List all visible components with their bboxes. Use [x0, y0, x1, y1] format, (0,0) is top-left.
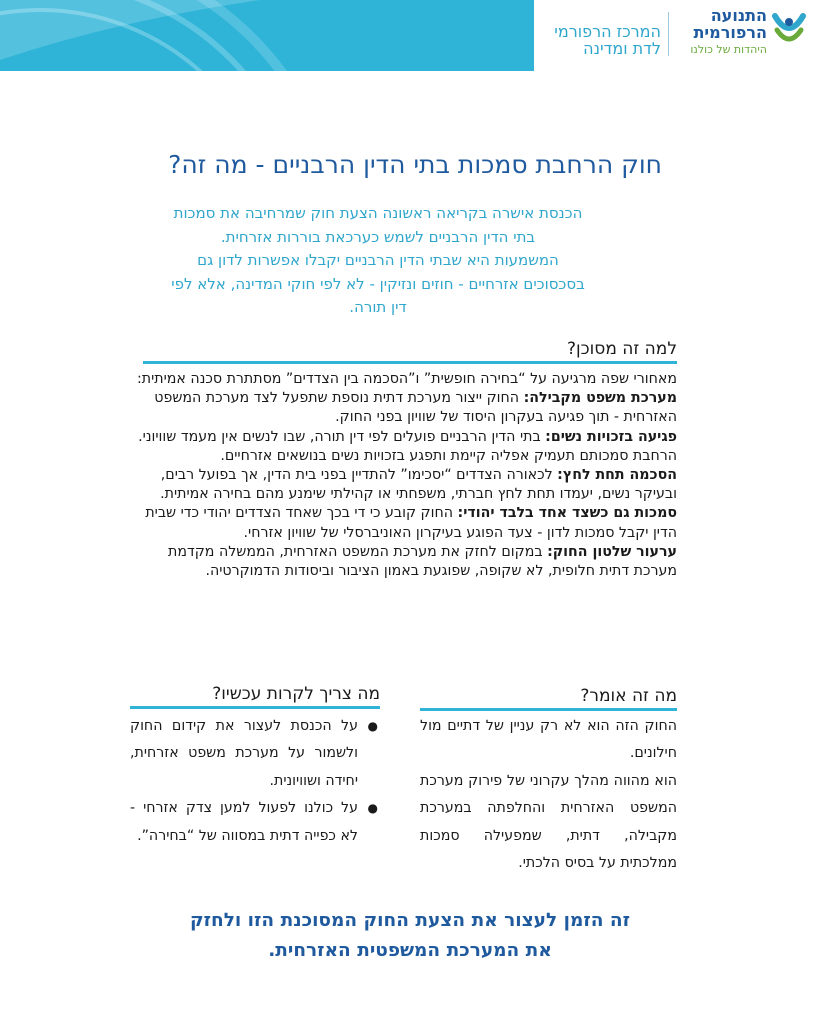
why-item-term: הסכמה תחת לחץ:: [557, 467, 677, 484]
org-center-line2: לדת ומדינה: [583, 38, 661, 58]
reform-movement-logo-icon: [771, 10, 807, 48]
page-header: [0, 0, 819, 71]
why-item-term: מערכת משפט מקבילה:: [523, 390, 677, 407]
what-it-says-section: [420, 713, 677, 877]
header-wave-decoration: [0, 0, 540, 71]
why-item: [130, 504, 677, 542]
why-heading-rule: [143, 361, 677, 364]
cta-line1: זה הזמן לעצור את הצעת החוק המסוכנת הזו ולחזק: [189, 910, 631, 931]
what-now-item: [130, 795, 380, 850]
why-dangerous-section: [130, 370, 677, 581]
what-it-says-paragraph: הוא מהווה מהלך עקרוני של פירוק מערכת המשפט האזרחית והחלפתה במערכת מקבילה, דתית, שמפעילה סמכות ממלכתית על בסיס הלכתי.: [420, 772, 677, 872]
what-now-item-text: על כולנו לפעול למען צדק אזרחי - לא כפייה דתית במסווה של “בחירה”.: [130, 800, 358, 844]
logo-divider: [668, 12, 669, 56]
logo-area: [534, 0, 819, 71]
why-item: [130, 389, 677, 427]
why-item: [130, 543, 677, 581]
intro-paragraph: [150, 202, 606, 320]
what-it-says-heading: מה זה אומר?: [580, 686, 677, 706]
why-item: [130, 466, 677, 504]
intro-line: הכנסת אישרה בקריאה ראשונה הצעת חוק שמרחיבה את סמכות: [173, 204, 583, 222]
org-reform-line1: התנועה: [710, 6, 767, 25]
what-now-rule: [130, 706, 380, 709]
why-item-term: סמכות גם כשצד אחד בלבד יהודי:: [457, 505, 677, 522]
org-center-name: [554, 24, 661, 58]
why-item-text: החוק קובע כי די בכך שאחד הצדדים יהודי כדי שבית הדין יקבל סמכות לדון - צעד הפוגע בעיקרון האוניברסלי של שוויון אזרחי.: [145, 505, 677, 541]
page-title: חוק הרחבת סמכות בתי הדין הרבניים - מה זה?: [168, 150, 662, 179]
what-it-says-paragraph: החוק הזה הוא לא רק עניין של דתיים מול חילונים.: [420, 718, 677, 762]
what-now-heading: מה צריך לקרות עכשיו?: [212, 684, 380, 704]
why-item: [130, 428, 677, 466]
what-it-says-rule: [420, 708, 677, 711]
why-item-text: לכאורה הצדדים “יסכימו” להתדיין בפני בית הדין, אך בפועל רבים, ובעיקר נשים, יעמדו תחת לחץ חברתי, משפחתי או קהילתי שימנע מהם בחירה אמיתית.: [160, 467, 677, 503]
call-to-action: [110, 906, 710, 966]
intro-line: המשמעות היא שבתי הדין הרבניים יקבלו אפשרות לדון גם: [197, 251, 559, 269]
org-center-line1: המרכז הרפורמי: [554, 22, 661, 41]
org-reform-name: [690, 8, 767, 55]
why-item-text: החוק ייצור מערכת דתית נוספת שתפעל לצד מערכת המשפט האזרחית - תוך פגיעה בעקרון היסוד של שוויון בפני החוק.: [154, 390, 677, 426]
what-now-item: [130, 713, 380, 795]
intro-line: בסכסוכים אזרחיים - חוזים ונזיקין - לא לפי חוקי המדינה, אלא לפי: [171, 274, 585, 293]
bullet-icon: ●: [367, 801, 378, 816]
why-dangerous-heading: למה זה מסוכן?: [567, 339, 677, 359]
intro-line: דין תורה.: [349, 298, 407, 316]
why-item-term: פגיעה בזכויות נשים:: [545, 428, 677, 445]
why-item-term: ערעור שלטון החוק:: [547, 543, 677, 560]
intro-line: בתי הדין הרבניים לשמש כערכאת בוררות אזרחית.: [220, 227, 536, 246]
why-lead: מאחורי שפה מרגיעה על “בחירה חופשית” ו”הסכמה בין הצדדים” מסתתרת סכנה אמיתית:: [137, 371, 677, 387]
bullet-icon: ●: [367, 719, 378, 733]
org-reform-line2: הרפורמית: [693, 22, 767, 42]
org-reform-tagline: היהדות של כולנו: [690, 42, 767, 56]
what-now-item-text: על הכנסת לעצור את קידום החוק ולשמור על מערכת משפט אזרחית, יחידה ושוויונית.: [130, 718, 358, 789]
why-item-text: בתי הדין הרבניים פועלים לפי דין תורה, שבו לנשים אין מעמד שוויוני. הרחבת סמכותם תעמיק אפליה קיימת ותפגע בזכויות נשים בנושאים אזרחיים.: [138, 428, 677, 464]
why-item-text: במקום לחזק את מערכת המשפט האזרחית, הממשלה מקדמת מערכת דתית חלופית, לא שקופה, שפוגעת באמון הציבור וביסודות הדמוקרטיה.: [168, 543, 677, 580]
cta-line2: את המערכת המשפטית האזרחית.: [268, 940, 552, 961]
what-now-list: [130, 713, 380, 850]
